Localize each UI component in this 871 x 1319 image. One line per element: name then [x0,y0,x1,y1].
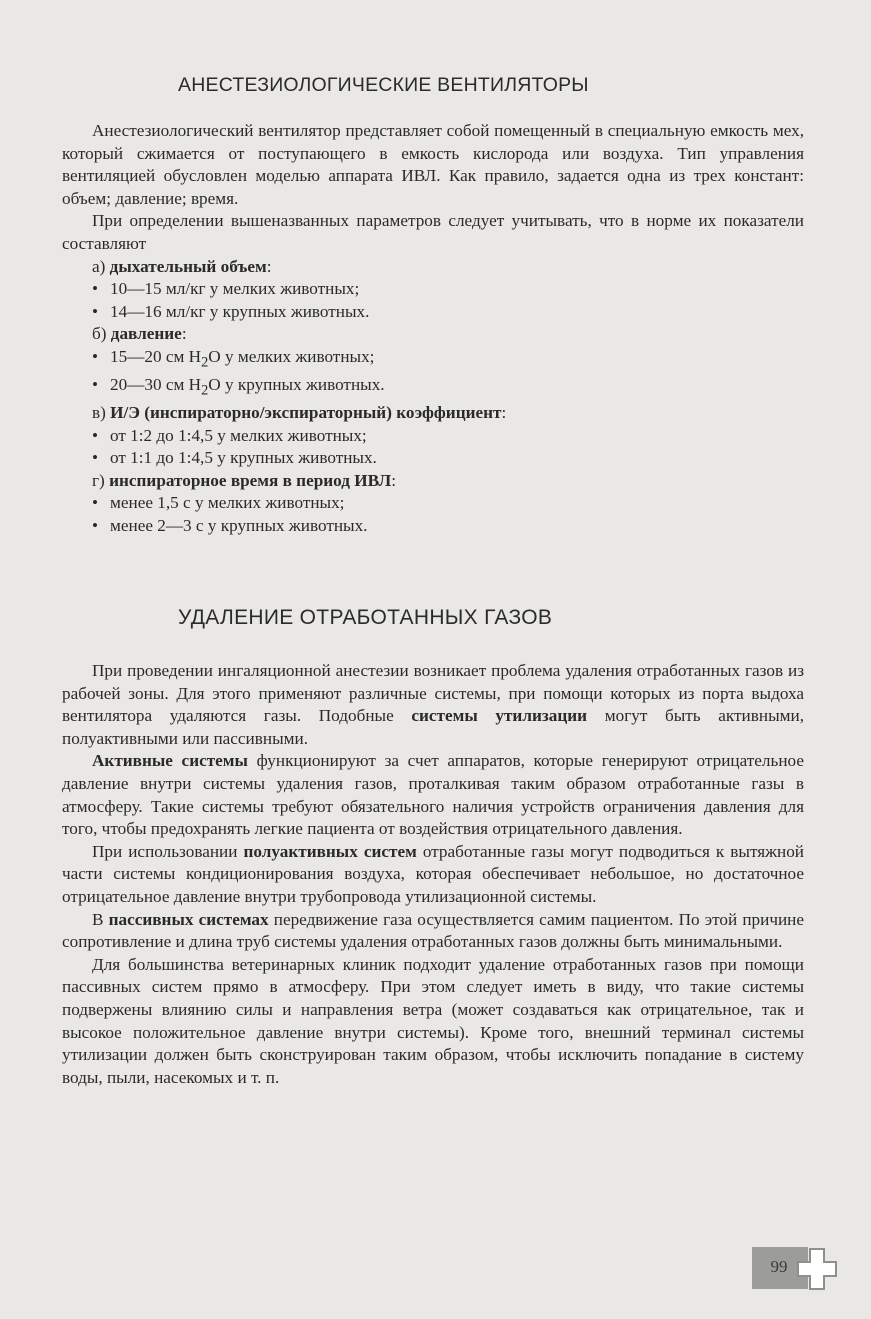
list-group-heading: а) дыхательный объем: [92,256,272,276]
list-group-heading: в) И/Э (инспираторно/экспираторный) коэффициент: [92,403,507,422]
list-item: • менее 2—3 с у крупных животных. [62,515,804,538]
list-item: • 10—15 мл/кг у мелких животных; [62,278,804,301]
bullet-icon: • [92,425,99,445]
list-item: • от 1:1 до 1:4,5 у крупных животных. [62,447,804,470]
paragraph: Для большинства ветеринарных клиник подходит удаление отработанных газов при помощи пассивных систем прямо в атмосферу. При этом следует иметь в виду, что такие системы подвержены влиянию силы и направления ветра (может создаваться как отрицательное, так и высокое положительное давление внутри системы). Кроме того, внешний терминал системы утилизации должен быть сконструирован таким образом, чтобы исключить попадание в систему воды, пыли, насекомых и т. п. [62,954,804,1087]
list-group-heading: б) давление: [92,324,187,344]
medical-cross-icon [796,1247,838,1291]
bullet-icon: • [92,448,99,468]
bullet-icon: • [92,279,99,299]
list-group-heading: г) инспираторное время в период ИВЛ: [92,470,397,490]
list-item: • от 1:2 до 1:4,5 у мелких животных; [62,425,804,448]
section-title-ventilators: АНЕСТЕЗИОЛОГИЧЕСКИЕ ВЕНТИЛЯТОРЫ [178,74,589,96]
bullet-icon: • [92,374,99,394]
paragraph: При использовании полуактивных систем отработанные газы могут подводиться к вытяжной части системы кондиционирования воздуха, которая обеспечивает небольшое, но достаточное отрицательное давление внутри трубопровода утилизационной системы. [62,841,804,906]
list-item: • 20—30 см $H_2O$ у крупных животных. [92,374,385,399]
bullet-icon: • [92,346,99,366]
list-item: • менее 1,5 с у мелких животных; [62,492,804,515]
parameters-list [62,256,804,538]
section-waste-gases-body [62,660,804,1089]
page-number: 99 [770,1257,788,1276]
paragraph: В пассивных системах передвижение газа осуществляется самим пациентом. По этой причине сопротивление и длина труб системы удаления отработанных газов должны быть минимальными. [62,909,804,952]
section-ventilators-body [62,120,804,538]
paragraph: Активные системы функционируют за счет аппаратов, которые генерируют отрицательное давление внутри системы удаления газов, проталкивая таким образом отработанные газы в атмосферу. Такие системы требуют обязательного наличия устройств ограничения давления для того, чтобы предохранять легкие пациента от воздействия отрицательного давления. [62,751,804,839]
section-title-waste-gases: УДАЛЕНИЕ ОТРАБОТАННЫХ ГАЗОВ [178,606,553,629]
list-item: • 14—16 мл/кг у крупных животных. [62,301,804,324]
bullet-icon: • [92,493,99,513]
paragraph: При проведении ингаляционной анестезии возникает проблема удаления отработанных газов из рабочей зоны. Для этого применяют различные системы, при помощи которых из порта выдоха вентилятора удаляются газы. Подобные системы утилизации могут быть активными, полуактивными или пассивными. [62,661,804,748]
list-item: • 15—20 см $H_2O$ у мелких животных; [92,346,375,371]
bullet-icon: • [92,515,99,535]
paragraph: При определении вышеназванных параметров следует учитывать, что в норме их показатели составляют [62,211,804,253]
bullet-icon: • [92,301,99,321]
paragraph: Анестезиологический вентилятор представляет собой помещенный в специальную емкость мех, который сжимается от поступающего в емкость кислорода или воздуха. Тип управления вентиляцией обусловлен моделью аппарата ИВЛ. Как правило, задается одна из трех констант: объем; давление; время. [62,121,804,208]
page-number-badge [752,1247,838,1291]
